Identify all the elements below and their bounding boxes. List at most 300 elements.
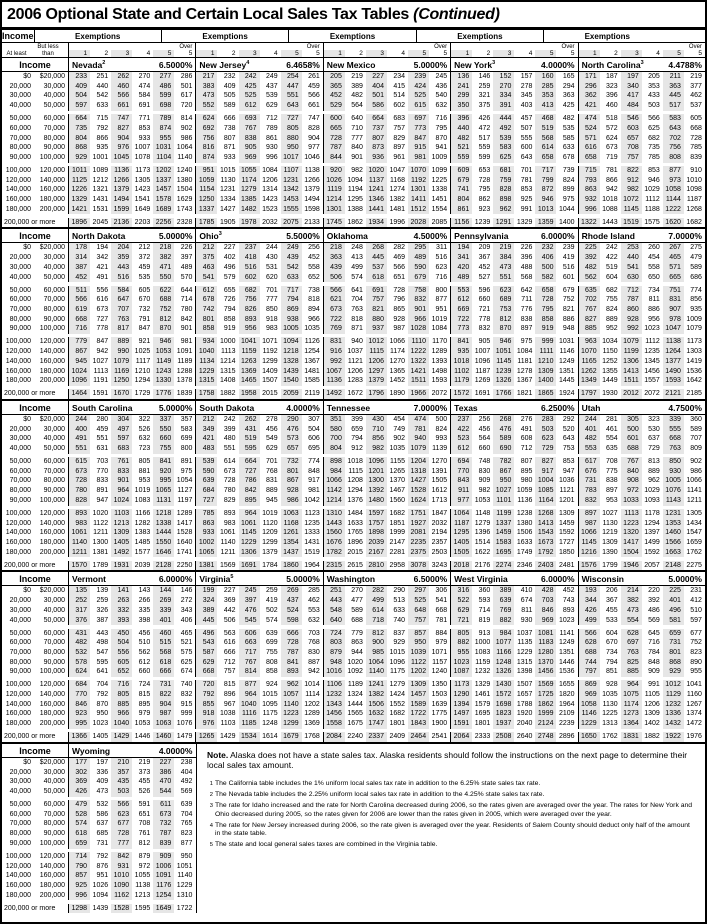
tax-cell: 1027 (602, 509, 618, 517)
tax-cell: 507 (520, 124, 533, 132)
tax-cell: 353 (648, 82, 660, 90)
tax-cell: 904 (308, 134, 320, 142)
tax-cell: 1291 (493, 218, 514, 228)
tax-cell: 1019 (262, 509, 278, 517)
tax-cell: 278 (520, 82, 533, 90)
state-row-washington (323, 690, 450, 700)
tax-cell: 801 (281, 467, 302, 477)
income-but-less-than: 120,000 (39, 681, 65, 689)
state-row-virginia (195, 606, 322, 616)
tax-cell: 857 (408, 629, 429, 639)
income-range (2, 548, 68, 558)
state-row-ohio (195, 286, 322, 296)
tax-cell: 907 (663, 305, 684, 315)
tax-cell: 1695 (493, 548, 514, 558)
tax-cell: 1211 (220, 548, 236, 556)
tax-cell: 770 (69, 690, 90, 700)
income-range (2, 114, 68, 124)
tax-cell: 886 (562, 315, 575, 323)
tax-cell: 517 (478, 134, 491, 142)
income-at-least: 80,000 (9, 487, 31, 495)
tax-cell: 612 (451, 444, 472, 454)
tax-cell: 658 (535, 286, 556, 296)
income-column-header: Income (19, 574, 51, 585)
tax-cell: 735 (69, 124, 90, 134)
tax-cell: 410 (520, 587, 533, 595)
tax-cell: 1431 (92, 196, 109, 204)
tax-cell: 767 (579, 305, 600, 315)
state-row-pennsylvania (450, 273, 577, 283)
state-rate: 6.2500% (541, 402, 575, 413)
income-range (2, 629, 68, 639)
tax-cell: 1676 (324, 538, 345, 548)
tax-cell: 629 (196, 658, 217, 668)
tax-cell: 543 (196, 638, 217, 648)
tax-cell: 503 (111, 787, 132, 797)
tax-cell: 744 (579, 658, 600, 668)
tax-cell: 551 (281, 91, 302, 101)
tax-cell: 1179 (451, 376, 472, 386)
tax-cell: 599 (153, 91, 174, 101)
state-row-south-carolina (68, 561, 195, 571)
state-rate: 4.7500% (668, 402, 702, 413)
income-at-least: 180,000 (5, 548, 31, 556)
tax-cell: 249 (281, 243, 302, 253)
tax-cell: 564 (478, 435, 491, 443)
tax-cell: 435 (111, 777, 132, 787)
tax-cell: 1461 (474, 691, 491, 699)
tax-cell: 1168 (389, 176, 406, 184)
tax-cell: 1444 (153, 528, 174, 538)
state-row-vermont (68, 667, 195, 677)
tax-cell: 1931 (111, 561, 132, 571)
state-row-south-dakota (195, 444, 322, 454)
tax-cell: 1421 (408, 367, 429, 377)
tax-cell: 710 (351, 124, 363, 132)
tax-cell: 506 (223, 616, 236, 624)
state-row-washington (323, 680, 450, 690)
tax-cell: 1295 (451, 528, 472, 538)
state-row-new-jersey (195, 185, 322, 195)
state-row-pennsylvania (450, 389, 577, 399)
tax-cell: 1040 (196, 347, 217, 357)
tax-cell: 779 (351, 629, 363, 637)
tax-cell: 664 (366, 114, 387, 124)
income-at-least: 90,000 (9, 668, 31, 676)
tax-cell: 1096 (366, 457, 387, 467)
tax-cell: 1235 (304, 519, 320, 527)
tax-cell: 727 (281, 114, 302, 124)
tax-cell: 1364 (621, 719, 642, 729)
tax-cell: 1076 (176, 720, 193, 728)
state-row-texas (450, 519, 577, 529)
tax-cell: 1218 (281, 347, 302, 357)
tax-cell: 976 (111, 143, 132, 153)
income-but-less-than: $20,000 (39, 244, 65, 252)
income-but-less-than: 30,000 (43, 254, 65, 262)
tax-cell: 472 (478, 124, 491, 132)
state-row-virginia (195, 732, 322, 742)
tax-cell: 1138 (663, 337, 684, 347)
tax-cell: 1084 (262, 166, 278, 174)
table-row (2, 324, 705, 334)
tax-cell: 268 (366, 243, 387, 253)
tax-cell: 728 (324, 134, 345, 144)
table-row (2, 467, 705, 477)
tax-cell: 1423 (134, 186, 151, 194)
tax-cell: 566 (111, 800, 132, 810)
tax-cell: 413 (351, 254, 363, 262)
tax-cell: 290 (393, 587, 406, 595)
tax-cell: 553 (579, 444, 600, 454)
footnote (207, 841, 697, 849)
state-row-virginia (195, 680, 322, 690)
state-row-new-jersey (195, 143, 322, 153)
income-but-less-than: 160,000 (39, 186, 65, 194)
income-at-least: 70,000 (9, 134, 31, 142)
tax-cell: 755 (153, 444, 174, 454)
tax-band (2, 744, 705, 913)
tax-cell: 1484 (347, 509, 363, 517)
tax-cell: 1394 (451, 700, 472, 710)
tax-cell: 611 (153, 800, 174, 810)
tax-cell: 365 (324, 82, 345, 92)
tax-cell: 727 (239, 467, 260, 477)
tax-cell: 840 (621, 467, 642, 477)
state-row-wyoming (68, 787, 195, 797)
tax-cell: 1691 (474, 390, 491, 398)
tax-cell: 1405 (451, 538, 472, 548)
state-row-new-jersey (195, 82, 322, 92)
state-row-new-jersey (195, 91, 322, 101)
tax-cell: 1075 (621, 690, 642, 700)
tax-cell: 526 (138, 788, 151, 795)
tax-cell: 516 (111, 273, 132, 283)
income-at-least: 50,000 (9, 629, 31, 637)
tax-cell: 635 (579, 286, 600, 296)
income-but-less-than: 80,000 (43, 134, 65, 142)
income-but-less-than: 80,000 (43, 820, 65, 828)
tax-cell: 1504 (176, 186, 193, 194)
tax-cell: 419 (562, 254, 575, 262)
state-row-rhode-island (578, 376, 705, 386)
tax-cell: 1946 (621, 561, 642, 571)
tax-cell: 628 (579, 638, 600, 648)
tax-cell: 833 (111, 467, 132, 477)
tax-cell: 363 (324, 253, 345, 263)
tax-cell: 415 (393, 82, 406, 90)
tax-cell: 1528 (176, 529, 193, 537)
tax-cell: 555 (663, 425, 684, 435)
tax-cell: 993 (435, 435, 448, 443)
income-range (2, 648, 68, 658)
state-row-rhode-island (578, 286, 705, 296)
tax-cell: 1166 (493, 648, 514, 658)
tax-cell: 1116 (239, 709, 260, 719)
tax-cell: 605 (138, 286, 151, 294)
table-row (2, 82, 705, 92)
tax-cell: 1492 (111, 548, 132, 558)
state-row-nevada (68, 166, 195, 176)
tax-cell: 1382 (389, 196, 406, 204)
tax-cell: 1896 (69, 218, 90, 228)
exemption-col-header: 3 (239, 50, 260, 57)
state-row-pennsylvania (450, 263, 577, 273)
tax-cell: 2136 (111, 218, 132, 228)
tax-cell: 632 (138, 435, 151, 443)
tax-cell: 501 (366, 91, 387, 101)
tax-cell: 874 (153, 124, 174, 134)
tax-cell: 1085 (535, 486, 556, 496)
state-row-nevada (68, 91, 195, 101)
state-row-wisconsin (578, 680, 705, 690)
tax-cell: 1241 (366, 680, 387, 690)
state-row-new-jersey (195, 166, 322, 176)
tax-cell: 1294 (644, 519, 660, 527)
tax-cell: 1485 (134, 539, 151, 546)
income-but-less-than: 100,000 (39, 153, 65, 161)
tax-cell: 2018 (451, 561, 472, 571)
tax-cell: 602 (239, 273, 260, 283)
tax-cell: 752 (562, 296, 575, 304)
tax-cell: 1507 (516, 681, 533, 689)
tax-cell: 1369 (304, 720, 320, 728)
tax-cell: 1451 (431, 196, 448, 204)
tax-cell: 562 (579, 273, 600, 283)
tax-cell: 877 (180, 839, 193, 847)
state-row-rhode-island (578, 389, 705, 399)
footnote (207, 802, 697, 818)
tax-cell: 218 (153, 243, 174, 253)
tax-cell: 1229 (239, 538, 260, 548)
tax-cell: 1299 (262, 539, 278, 546)
tax-cell: 2040 (516, 720, 533, 728)
income-at-least: 100,000 (5, 338, 31, 346)
income-range (2, 176, 68, 186)
state-row-new-mexico (323, 195, 450, 205)
income-range (2, 862, 68, 872)
tax-cell: 251 (324, 586, 345, 596)
tax-cell: 2185 (686, 390, 702, 398)
tax-cell: 2064 (451, 732, 472, 742)
state-row-ohio (195, 324, 322, 334)
income-at-least: 140,000 (5, 186, 31, 194)
tax-cell: 1831 (621, 732, 642, 742)
tax-cell: 882 (451, 638, 472, 648)
income-but-less-than: 120,000 (39, 338, 65, 346)
state-row-nevada (68, 101, 195, 111)
tax-cell: 1528 (111, 904, 132, 914)
note-panel (196, 744, 705, 913)
tax-cell: 853 (520, 186, 533, 194)
tax-cell: 1429 (111, 732, 132, 742)
tax-cell: 823 (690, 648, 702, 656)
tax-cell: 1077 (493, 638, 514, 648)
tax-cell: 2256 (153, 218, 174, 228)
tax-cell: 1083 (474, 648, 491, 656)
tax-cell: 317 (69, 606, 90, 616)
state-row-texas (450, 415, 577, 425)
tax-cell: 670 (606, 639, 618, 647)
tax-cell: 1505 (451, 548, 472, 558)
state-row-pennsylvania (450, 324, 577, 334)
tax-cell: 489 (451, 273, 472, 283)
state-row-south-dakota (195, 509, 322, 519)
tax-cell: 1397 (644, 529, 660, 537)
exemptions-label: Exemptions (161, 30, 288, 42)
tax-cell: 887 (308, 658, 320, 666)
tax-cell: 492 (493, 124, 514, 134)
income-at-least: 40,000 (9, 616, 31, 624)
tax-cell: 643 (663, 124, 684, 134)
tax-cell: 800 (435, 286, 448, 294)
tax-table-bands (2, 30, 705, 913)
exemption-col-header: Over 5 (174, 44, 195, 57)
tax-cell: 964 (111, 486, 132, 496)
tax-cell: 2281 (389, 548, 406, 556)
tax-cell: 160 (535, 72, 556, 82)
tax-cell: 1053 (153, 347, 174, 357)
tax-cell: 1222 (663, 205, 684, 215)
income-but-less-than: 70,000 (43, 810, 65, 818)
state-row-nevada (68, 205, 195, 215)
tax-cell: 757 (393, 124, 406, 132)
tax-cell: 2275 (686, 561, 702, 569)
tax-cell: 729 (535, 444, 556, 454)
tax-cell: 1059 (516, 487, 533, 495)
tax-cell: 794 (606, 658, 618, 666)
tax-cell: 1388 (347, 205, 363, 213)
tax-cell: 1160 (686, 691, 702, 699)
tax-cell: 712 (621, 286, 642, 296)
tax-cell: 425 (562, 102, 575, 110)
income-at-least: 180,000 (5, 720, 31, 728)
tax-cell: 1326 (493, 376, 514, 386)
state-row-rhode-island (578, 315, 705, 325)
tax-cell: 1047 (663, 324, 684, 334)
tax-cell: 456 (265, 425, 278, 433)
tax-cell: 1028 (408, 324, 429, 334)
exemption-col-header: 5 (535, 50, 556, 57)
tax-cell: 431 (69, 629, 90, 639)
tax-cell: 551 (223, 445, 236, 453)
income-but-less-than: 200,000 (39, 548, 65, 556)
exemption-col-header: 2 (614, 50, 618, 57)
tax-cell: 1270 (389, 357, 406, 365)
income-at-least: 60,000 (9, 810, 31, 818)
state-row-north-carolina (578, 134, 705, 144)
tax-cell: 780 (223, 487, 236, 495)
state-row-wyoming (68, 819, 195, 829)
tax-cell: 1283 (347, 377, 363, 385)
tax-cell: 575 (180, 648, 193, 656)
tax-cell: 1084 (516, 348, 533, 356)
income-range (2, 263, 68, 273)
state-row-new-jersey (195, 114, 322, 124)
tax-cell: 904 (153, 700, 174, 710)
tax-cell: 1534 (239, 732, 260, 742)
state-row-new-york (450, 72, 577, 82)
tax-cell: 816 (196, 143, 217, 153)
tax-cell: 1134 (196, 357, 217, 367)
state-row-utah (578, 476, 705, 486)
tax-cell: 991 (520, 205, 533, 213)
tax-cell: 752 (153, 305, 174, 315)
tax-cell: 942 (606, 186, 618, 194)
income-range (2, 457, 68, 467)
tax-cell: 1065 (196, 548, 217, 558)
band-tables (2, 30, 705, 227)
tax-cell: 1494 (304, 196, 320, 204)
tax-cell: 1250 (196, 195, 217, 205)
tax-cell: 396 (520, 254, 533, 262)
tax-cell: 574 (351, 273, 363, 281)
tax-cell: 1978 (239, 218, 260, 228)
tax-cell: 972 (138, 862, 151, 870)
state-row-nevada (68, 195, 195, 205)
tax-cell: 486 (153, 82, 174, 92)
state-row-west-virginia (450, 606, 577, 616)
tax-cell: 716 (435, 115, 448, 123)
state-row-new-york (450, 143, 577, 153)
tax-cell: 616 (579, 143, 600, 153)
state-row-north-carolina (578, 114, 705, 124)
tax-cell: 396 (606, 92, 618, 100)
tax-cell: 1065 (153, 486, 174, 496)
tax-cell: 1449 (602, 377, 618, 385)
tax-cell: 482 (451, 134, 472, 144)
tax-cell: 474 (579, 114, 600, 124)
tax-cell: 482 (579, 434, 600, 444)
income-at-least: 140,000 (5, 357, 31, 365)
state-row-virginia (195, 629, 322, 639)
tax-cell: 763 (663, 444, 684, 454)
state-row-ohio (195, 376, 322, 386)
tax-cell: 1310 (324, 509, 345, 519)
income-but-less-than: 200,000 (39, 205, 65, 213)
exemptions-label: Exemptions (288, 30, 415, 42)
tax-cell: 541 (621, 263, 642, 273)
tax-cell: 660 (478, 445, 491, 453)
tax-cell: 909 (478, 477, 491, 485)
tax-cell: 302 (69, 768, 90, 778)
state-row-new-jersey (195, 205, 322, 215)
state-row-oklahoma (323, 295, 450, 305)
tax-cell: 831 (663, 295, 684, 305)
tax-cell: 547 (96, 648, 109, 656)
tax-cell: 951 (196, 166, 217, 176)
table-row (2, 852, 196, 862)
income-at-least: 60,000 (9, 296, 31, 304)
tax-cell: 1796 (366, 389, 387, 399)
tax-cell: 1457 (153, 185, 174, 195)
tax-cell: 1166 (135, 509, 151, 517)
tax-cell: 533 (606, 616, 618, 624)
tax-cell: 519 (535, 124, 556, 134)
state-row-new-mexico (323, 166, 450, 176)
tax-cell: 889 (111, 337, 132, 347)
tax-cell: 602 (393, 102, 406, 110)
income-range (2, 496, 68, 506)
tax-cell: 520 (562, 425, 575, 433)
page-title-text: 2006 Optional State and Certain Local Sales Tax Tables (7, 6, 410, 23)
tax-cell: 1031 (153, 143, 174, 153)
tax-cell: 1214 (219, 357, 236, 365)
tax-cell: 1413 (535, 519, 556, 529)
tax-cell: 1155 (389, 458, 406, 466)
tax-cell: 1768 (304, 733, 320, 741)
tax-cell: 1591 (451, 719, 472, 729)
